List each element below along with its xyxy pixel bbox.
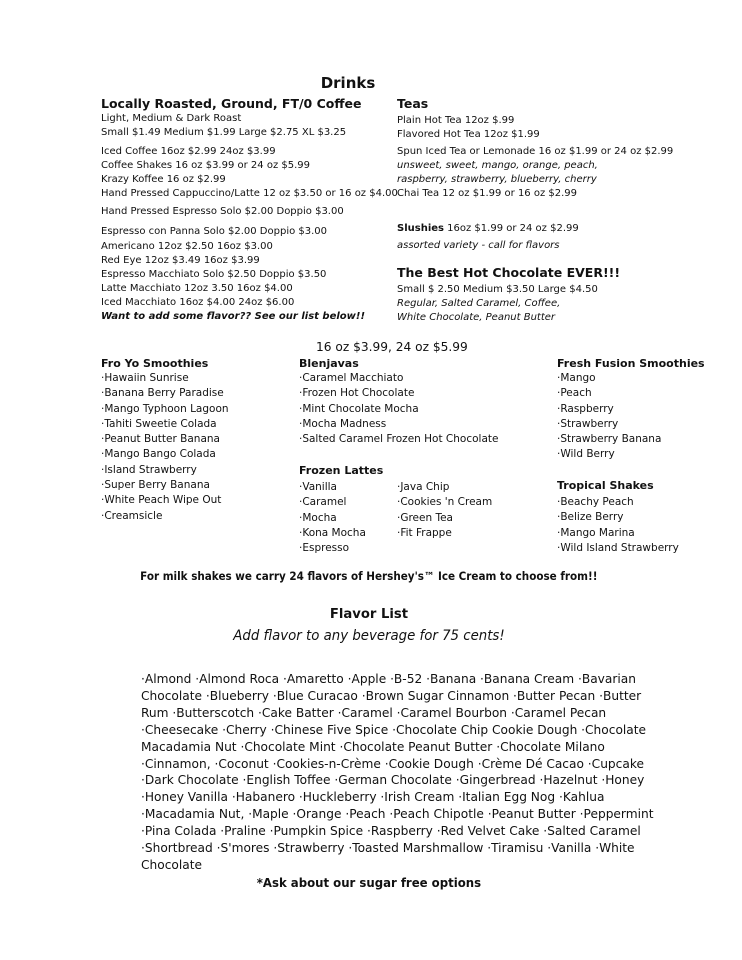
list-item: ·Creamsicle bbox=[101, 509, 163, 522]
coffee-item: Iced Coffee 16oz $2.99 24oz $3.99 bbox=[101, 146, 276, 157]
coffee-item: Espresso con Panna Solo $2.00 Doppio $3.00 bbox=[101, 226, 328, 237]
coffee-item: Red Eye 12oz $3.49 16oz $3.99 bbox=[101, 255, 260, 266]
flavor-line: ·Dark Chocolate ·English Toffee ·German Chocolate ·Gingerbread ·Hazelnut ·Honey bbox=[141, 773, 645, 788]
coffee-size-prices: Small $1.49 Medium $1.99 Large $2.75 XL $3.25 bbox=[101, 127, 347, 138]
froyo-list bbox=[101, 371, 229, 524]
flavor-line: Rum ·Butterscotch ·Cake Batter ·Caramel ·Caramel Bourbon ·Caramel Pecan bbox=[141, 705, 607, 720]
list-item: ·Caramel Macchiato bbox=[299, 372, 404, 384]
coffee-item: Coffee Shakes 16 oz $3.99 or 24 oz $5.99 bbox=[101, 160, 311, 171]
coffee-roast-line: Light, Medium & Dark Roast bbox=[101, 113, 242, 124]
coffee-item: Hand Pressed Espresso Solo $2.00 Doppio $3.00 bbox=[101, 206, 344, 217]
coffee-drinks-list bbox=[101, 145, 398, 201]
list-item: ·Peanut Butter Banana bbox=[101, 433, 220, 446]
coffee-item: Latte Macchiato 12oz 3.50 16oz $4.00 bbox=[101, 283, 293, 294]
blenjavas-list bbox=[299, 371, 498, 447]
hot-chocolate-heading: The Best Hot Chocolate EVER!!! bbox=[397, 265, 621, 280]
list-item: ·Mint Chocolate Mocha bbox=[299, 402, 419, 415]
hot-chocolate-flavors: Regular, Salted Caramel, Coffee, bbox=[397, 298, 561, 309]
list-item: ·Strawberry Banana bbox=[557, 433, 662, 446]
milkshake-note: For milk shakes we carry 24 flavors of Hershey's™ Ice Cream to choose from!! bbox=[140, 570, 598, 583]
hot-chocolate-price: Small $ 2.50 Medium $3.50 Large $4.50 bbox=[397, 284, 598, 295]
coffee-item: Americano 12oz $2.50 16oz $3.00 bbox=[101, 241, 273, 252]
flavor-line: Chocolate ·Blueberry ·Blue Curacao ·Brown Sugar Cinnamon ·Butter Pecan ·Butter bbox=[141, 688, 642, 703]
tea-flavors: raspberry, strawberry, blueberry, cherry bbox=[397, 174, 597, 185]
list-item: ·Super Berry Banana bbox=[101, 479, 210, 492]
chai-tea: Chai Tea 12 oz $1.99 or 16 oz $2.99 bbox=[397, 188, 578, 199]
frozen-lattes-heading: Frozen Lattes bbox=[299, 464, 384, 477]
frozen-lattes-col1 bbox=[299, 480, 366, 556]
coffee-item: Espresso Macchiato Solo $2.50 Doppio $3.50 bbox=[101, 269, 327, 280]
list-item: ·Salted Caramel Frozen Hot Chocolate bbox=[299, 433, 499, 446]
list-item: ·Green Tea bbox=[397, 511, 453, 524]
list-item: ·Peach bbox=[557, 387, 592, 400]
hot-chocolate-details bbox=[397, 283, 598, 325]
list-item: ·Tahiti Sweetie Colada bbox=[101, 417, 217, 430]
tea-item: Plain Hot Tea 12oz $.99 bbox=[397, 115, 515, 126]
tea-item: Spun Iced Tea or Lemonade 16 oz $1.99 or 24 oz $2.99 bbox=[397, 146, 674, 157]
coffee-item: Hand Pressed Cappuccino/Latte 12 oz $3.50 or 16 oz $4.00 bbox=[101, 188, 398, 199]
list-item: ·Mocha bbox=[299, 511, 337, 524]
list-item: ·Banana Berry Paradise bbox=[101, 387, 224, 400]
list-item: ·Wild Island Strawberry bbox=[557, 541, 679, 554]
list-item: ·Mango Bango Colada bbox=[101, 448, 216, 461]
list-item: ·Raspberry bbox=[557, 402, 614, 415]
fresh-fusion-list bbox=[557, 371, 705, 463]
coffee-heading: Locally Roasted, Ground, FT/0 Coffee bbox=[101, 96, 362, 111]
list-item: ·Wild Berry bbox=[557, 448, 615, 461]
slushies-note: assorted variety - call for flavors bbox=[397, 240, 560, 251]
list-item: ·Caramel bbox=[299, 496, 347, 509]
flavor-line: Macadamia Nut ·Chocolate Mint ·Chocolate Peanut Butter ·Chocolate Milano bbox=[141, 739, 605, 754]
flavor-list-title: Flavor List bbox=[329, 606, 409, 622]
page-title: Drinks bbox=[320, 74, 376, 92]
list-item: ·Island Strawberry bbox=[101, 463, 197, 476]
list-item: ·Cookies 'n Cream bbox=[397, 496, 493, 509]
fresh-fusion-section bbox=[557, 357, 705, 463]
blenjavas-section bbox=[299, 357, 498, 447]
flavor-line: ·Honey Vanilla ·Habanero ·Huckleberry ·Irish Cream ·Italian Egg Nog ·Kahlua bbox=[141, 790, 605, 805]
flavor-list bbox=[141, 671, 654, 874]
teas-list bbox=[397, 114, 540, 142]
list-item: ·Belize Berry bbox=[557, 511, 624, 524]
list-item: ·Java Chip bbox=[397, 481, 450, 493]
fresh-fusion-heading: Fresh Fusion Smoothies bbox=[557, 357, 705, 370]
flavor-line: ·Macadamia Nut, ·Maple ·Orange ·Peach ·Peach Chipotle ·Peanut Butter ·Peppermint bbox=[141, 807, 654, 822]
flavor-line: Chocolate bbox=[141, 857, 202, 872]
sugar-free-note: *Ask about our sugar free options bbox=[256, 876, 482, 890]
flavor-line: ·Pina Colada ·Praline ·Pumpkin Spice ·Raspberry ·Red Velvet Cake ·Salted Caramel bbox=[141, 824, 641, 839]
list-item: ·White Peach Wipe Out bbox=[101, 494, 222, 507]
slushies-price: 16oz $1.99 or 24 oz $2.99 bbox=[443, 223, 579, 234]
tea-flavors: unsweet, sweet, mango, orange, peach, bbox=[397, 160, 598, 171]
teas-heading: Teas bbox=[397, 96, 429, 111]
list-item: ·Fit Frappe bbox=[397, 526, 452, 539]
froyo-section bbox=[101, 357, 229, 524]
list-item: ·Frozen Hot Chocolate bbox=[299, 387, 415, 400]
flavor-line: ·Cinnamon, ·Coconut ·Cookies-n-Crème ·Cookie Dough ·Crème Dé Cacao ·Cupcake bbox=[141, 756, 644, 771]
frozen-lattes-col2 bbox=[397, 480, 492, 541]
coffee-list bbox=[101, 112, 346, 140]
list-item: ·Strawberry bbox=[557, 417, 619, 430]
smoothie-price: 16 oz $3.99, 24 oz $5.99 bbox=[316, 340, 468, 354]
list-item: ·Espresso bbox=[299, 542, 350, 555]
coffee-drinks-list-2 bbox=[101, 223, 365, 324]
list-item: ·Beachy Peach bbox=[557, 496, 634, 508]
tropical-heading: Tropical Shakes bbox=[557, 479, 654, 492]
coffee-item: Krazy Koffee 16 oz $2.99 bbox=[101, 174, 226, 185]
tea-item: Flavored Hot Tea 12oz $1.99 bbox=[397, 129, 540, 140]
flavor-line: ·Cheesecake ·Cherry ·Chinese Five Spice ·Chocolate Chip Cookie Dough ·Chocolate bbox=[141, 722, 647, 737]
coffee-item: Iced Macchiato 16oz $4.00 24oz $6.00 bbox=[101, 297, 295, 308]
list-item: ·Hawaiin Sunrise bbox=[101, 372, 189, 384]
list-item: ·Vanilla bbox=[299, 481, 337, 493]
flavor-line: ·Shortbread ·S'mores ·Strawberry ·Toasted Marshmallow ·Tiramisu ·Vanilla ·White bbox=[141, 841, 635, 856]
froyo-heading: Fro Yo Smoothies bbox=[101, 357, 209, 370]
list-item: ·Mocha Madness bbox=[299, 417, 387, 430]
list-item: ·Mango bbox=[557, 372, 596, 384]
tropical-list bbox=[557, 495, 679, 556]
list-item: ·Mango Marina bbox=[557, 526, 635, 539]
slushies-line bbox=[397, 222, 579, 236]
slushies-label: Slushies bbox=[397, 223, 444, 234]
list-item: ·Mango Typhoon Lagoon bbox=[101, 402, 229, 415]
blenjavas-heading: Blenjavas bbox=[299, 357, 359, 370]
teas-list-2 bbox=[397, 145, 673, 201]
hot-chocolate-flavors: White Chocolate, Peanut Butter bbox=[397, 312, 556, 323]
flavor-line: ·Almond ·Almond Roca ·Amaretto ·Apple ·B-52 ·Banana ·Banana Cream ·Bavarian bbox=[141, 672, 636, 686]
flavor-list-subtitle: Add flavor to any beverage for 75 cents! bbox=[233, 628, 505, 644]
flavor-note: Want to add some flavor?? See our list below!! bbox=[101, 311, 366, 322]
list-item: ·Kona Mocha bbox=[299, 526, 366, 539]
